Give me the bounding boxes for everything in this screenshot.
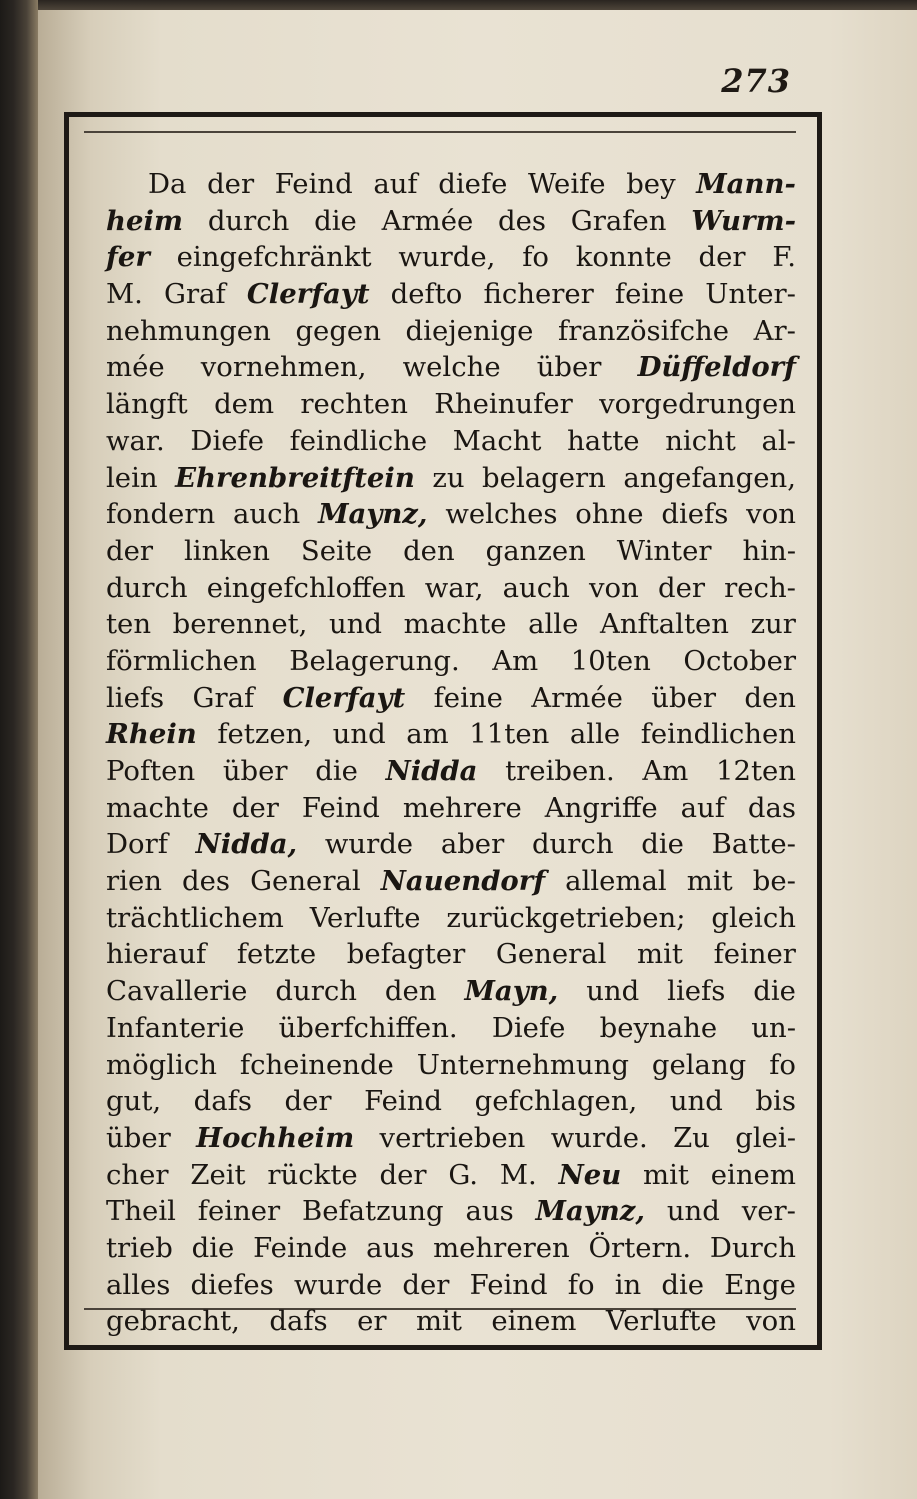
word: den — [744, 681, 796, 714]
italic-name-word: Maynz, — [318, 498, 428, 531]
word: durch — [275, 975, 357, 1008]
italic-name-word: Düffeldorf — [637, 351, 796, 384]
word: am — [406, 718, 449, 751]
italic-name-word: Clerfayt — [282, 681, 406, 714]
word: allemal — [565, 865, 667, 898]
word: Graf — [164, 278, 226, 311]
word: Weife — [528, 168, 606, 200]
word: alle — [569, 718, 621, 751]
word: war. — [106, 424, 165, 457]
text-line — [106, 606, 796, 643]
word: Durch — [709, 1231, 796, 1264]
word: aber — [440, 828, 505, 861]
word: der — [231, 791, 279, 824]
word: konnte — [575, 241, 672, 274]
word: alles — [106, 1268, 171, 1301]
word: dafs — [193, 1085, 252, 1118]
word: der — [379, 1158, 427, 1191]
word: mée — [106, 351, 165, 384]
word: eingefchloffen — [206, 571, 406, 604]
word: ohne — [575, 498, 644, 531]
word: fo — [769, 1048, 796, 1081]
text-line — [106, 900, 796, 937]
word: machte — [106, 791, 209, 824]
word: glei- — [735, 1121, 796, 1154]
word: Angriffe — [544, 791, 658, 824]
word: al- — [761, 424, 796, 457]
italic-name-word: Hochheim — [196, 1121, 355, 1154]
text-line — [106, 423, 796, 460]
page-number: 273 — [721, 62, 791, 100]
word: Poften — [106, 755, 196, 787]
word: förmlichen — [106, 644, 257, 677]
word: längft — [106, 388, 188, 421]
word: vorgedrungen — [599, 388, 796, 421]
text-line — [106, 1230, 796, 1267]
word: ganzen — [485, 534, 586, 567]
word: einem — [710, 1158, 796, 1191]
word: durch — [106, 571, 188, 604]
word: diefe — [438, 168, 508, 200]
word: Infanterie — [106, 1011, 245, 1044]
text-line — [106, 790, 796, 827]
word: Diefe — [190, 424, 264, 457]
text-line — [106, 239, 796, 276]
word: in — [614, 1268, 642, 1301]
word: Unternehmung — [416, 1048, 629, 1081]
word: der — [402, 1268, 450, 1301]
word: Feind — [301, 791, 380, 824]
word: Verlufte — [309, 901, 421, 934]
word: die — [753, 975, 796, 1008]
word: eingefchränkt — [176, 241, 372, 274]
word: über — [106, 1121, 171, 1154]
text-line — [106, 276, 796, 313]
word: welches — [445, 498, 558, 531]
word: des — [182, 865, 231, 898]
word: Verlufte — [605, 1305, 717, 1338]
word: Zu — [673, 1121, 710, 1154]
word: Seite — [300, 534, 373, 567]
word: die — [191, 1231, 235, 1264]
word: den — [403, 534, 455, 567]
text-line — [106, 1267, 796, 1304]
word: hierauf — [106, 938, 207, 971]
word: befagter — [346, 938, 466, 971]
word: Batte- — [711, 828, 796, 861]
word: war, — [424, 571, 484, 604]
word: be- — [752, 865, 796, 898]
word: Winter — [616, 534, 712, 567]
word: zu — [432, 461, 465, 494]
word: feine — [433, 681, 503, 714]
word: trieb — [106, 1231, 173, 1264]
text-line — [106, 936, 796, 973]
word: mit — [415, 1305, 462, 1338]
word: beynahe — [599, 1011, 718, 1044]
word: nicht — [665, 424, 736, 457]
word: er — [357, 1305, 387, 1338]
word: Grafen — [570, 204, 667, 237]
word: gegen — [295, 314, 381, 347]
word: nehmungen — [106, 314, 271, 347]
word: des — [498, 204, 547, 237]
word: trächtlichem — [106, 901, 284, 934]
word: wurde. — [550, 1121, 648, 1154]
italic-name-word: Clerfayt — [246, 278, 370, 311]
text-line — [106, 1193, 796, 1230]
word: zurückgetrieben; — [446, 901, 686, 934]
word: gefchlagen, — [474, 1085, 638, 1118]
word: treiben. — [505, 755, 615, 787]
italic-name-word: Ehrenbreitftein — [175, 461, 415, 494]
word: diefes — [190, 1268, 274, 1301]
word: G. — [448, 1158, 479, 1191]
word: das — [747, 791, 796, 824]
word: die — [661, 1268, 705, 1301]
word: den — [384, 975, 437, 1008]
word: Unter- — [705, 278, 796, 311]
word: Örtern. — [588, 1231, 692, 1264]
word: 10ten — [570, 644, 651, 677]
word: feindliche — [289, 424, 428, 457]
word: wurde, — [398, 241, 496, 274]
word: M. — [106, 278, 143, 311]
word: auch — [233, 498, 301, 531]
italic-name-word: heim — [106, 204, 184, 237]
word: hin- — [742, 534, 796, 567]
frame-rule-top — [84, 131, 796, 133]
word: Dorf — [106, 828, 168, 861]
italic-name-word: Rhein — [106, 718, 197, 751]
word: welche — [402, 351, 501, 384]
text-line — [106, 1157, 796, 1194]
word: linken — [183, 534, 270, 567]
word: mehreren — [433, 1231, 570, 1264]
word: mit — [686, 865, 733, 898]
word: Theil — [106, 1195, 176, 1228]
text-line — [106, 496, 796, 533]
italic-name-word: fer — [106, 241, 150, 274]
word: und — [669, 1085, 723, 1118]
word: wurde — [293, 1268, 383, 1301]
book-gutter — [0, 0, 38, 1499]
word: der — [698, 241, 746, 274]
word: Graf — [192, 681, 255, 714]
text-line — [106, 753, 796, 790]
word: 12ten — [715, 755, 796, 787]
word: fondern — [106, 498, 216, 531]
word: von — [746, 1305, 796, 1338]
word: feiner — [713, 938, 796, 971]
word: wurde — [324, 828, 414, 861]
word: General — [495, 938, 607, 971]
word: die — [314, 204, 357, 237]
word: Enge — [724, 1268, 796, 1301]
word: aus — [366, 1231, 415, 1264]
word: ver- — [741, 1195, 796, 1228]
word: über — [536, 351, 602, 384]
word: Armée — [531, 681, 623, 714]
word: Belagerung. — [289, 644, 460, 677]
word: Ar- — [753, 314, 796, 347]
italic-name-word: Neu — [558, 1158, 622, 1191]
word: hatte — [567, 424, 640, 457]
text-line — [106, 716, 796, 753]
italic-name-word: Wurm- — [691, 204, 796, 237]
text-line — [106, 1010, 796, 1047]
word: der — [657, 571, 705, 604]
word: rechten — [300, 388, 408, 421]
word: überfchiffen. — [278, 1011, 458, 1044]
word: mehrere — [402, 791, 522, 824]
word: auf — [680, 791, 725, 824]
text-line — [106, 643, 796, 680]
word: feine — [614, 278, 685, 311]
italic-name-word: Mann- — [696, 168, 796, 200]
word: diejenige — [405, 314, 534, 347]
word: machte — [403, 608, 507, 641]
word: von — [746, 498, 796, 531]
text-line — [106, 1047, 796, 1084]
word: zur — [750, 608, 796, 641]
text-line — [106, 349, 796, 386]
word: cher — [106, 1158, 169, 1191]
word: defto — [390, 278, 463, 311]
word: auch — [502, 571, 570, 604]
word: Feind — [274, 168, 353, 200]
word: gleich — [711, 901, 796, 934]
word: angefangen, — [623, 461, 796, 494]
word: Feinde — [253, 1231, 348, 1264]
text-line — [106, 826, 796, 863]
word: liefs — [667, 975, 726, 1008]
text-line — [106, 1083, 796, 1120]
word: durch — [207, 204, 290, 237]
word: liefs — [106, 681, 165, 714]
text-line — [106, 533, 796, 570]
word: und — [586, 975, 640, 1008]
word: 11ten — [469, 718, 550, 751]
word: rien — [106, 865, 162, 898]
word: die — [641, 828, 684, 861]
word: Armée — [381, 204, 474, 237]
word: und — [329, 608, 383, 641]
text-line — [106, 166, 796, 203]
italic-name-word: Nauendorf — [380, 865, 546, 898]
word: die — [315, 755, 358, 787]
word: Anftalten — [599, 608, 729, 641]
word: Diefe — [491, 1011, 566, 1044]
word: Cavallerie — [106, 975, 248, 1008]
word: bis — [755, 1085, 796, 1118]
word: fcheinende — [239, 1048, 394, 1081]
word: bey — [626, 168, 676, 200]
word: rückte — [267, 1158, 358, 1191]
word: über — [222, 755, 288, 787]
italic-name-word: Mayn, — [464, 975, 559, 1008]
word: und — [666, 1195, 720, 1228]
word: rech- — [724, 571, 796, 604]
word: Am — [642, 755, 689, 787]
text-line — [106, 973, 796, 1010]
text-line — [106, 1303, 796, 1340]
text-line — [106, 680, 796, 717]
text-line — [106, 1120, 796, 1157]
word: alle — [528, 608, 579, 641]
word: F. — [772, 241, 796, 274]
text-line — [106, 460, 796, 497]
word: General — [250, 865, 361, 898]
word: der — [207, 168, 255, 200]
text-line — [106, 570, 796, 607]
word: M. — [499, 1158, 537, 1191]
word: gebracht, — [106, 1305, 240, 1338]
italic-name-word: Nidda — [385, 755, 478, 787]
word: einem — [491, 1305, 577, 1338]
word: auf — [373, 168, 418, 200]
word: belagern — [482, 461, 606, 494]
word: vertrieben — [379, 1121, 526, 1154]
word: mit — [637, 938, 683, 971]
text-line — [106, 203, 796, 240]
word: lein — [106, 461, 158, 494]
word: diefs — [661, 498, 729, 531]
word: ficherer — [483, 278, 594, 311]
word: mit — [643, 1158, 689, 1191]
word: un- — [751, 1011, 796, 1044]
word: durch — [531, 828, 614, 861]
word: fetzte — [236, 938, 317, 971]
word: berennet, — [172, 608, 308, 641]
text-line — [106, 313, 796, 350]
word: und — [332, 718, 386, 751]
word: ten — [106, 608, 152, 641]
word: dem — [214, 388, 275, 421]
word: Feind — [364, 1085, 443, 1118]
body-text — [106, 166, 796, 1340]
word: fetzen, — [217, 718, 313, 751]
word: gelang — [651, 1048, 747, 1081]
word: möglich — [106, 1048, 217, 1081]
word: feiner — [197, 1195, 281, 1228]
word: der — [106, 534, 154, 567]
word: Zeit — [190, 1158, 246, 1191]
word: feindlichen — [640, 718, 796, 751]
word: Da — [148, 168, 187, 200]
word: Feind — [469, 1268, 548, 1301]
word: Macht — [452, 424, 542, 457]
word: dafs — [269, 1305, 328, 1338]
word: fo — [567, 1268, 595, 1301]
text-line — [106, 863, 796, 900]
italic-name-word: Maynz, — [535, 1195, 645, 1228]
word: französifche — [558, 314, 729, 347]
word: der — [284, 1085, 332, 1118]
word: October — [683, 644, 796, 677]
word: gut, — [106, 1085, 162, 1118]
text-line — [106, 386, 796, 423]
word: Rheinufer — [434, 388, 573, 421]
word: aus — [465, 1195, 514, 1228]
word: von — [589, 571, 639, 604]
word: Am — [492, 644, 539, 677]
word: über — [651, 681, 716, 714]
word: vornehmen, — [200, 351, 367, 384]
word: fo — [522, 241, 549, 274]
word: Befatzung — [302, 1195, 444, 1228]
italic-name-word: Nidda, — [195, 828, 298, 861]
